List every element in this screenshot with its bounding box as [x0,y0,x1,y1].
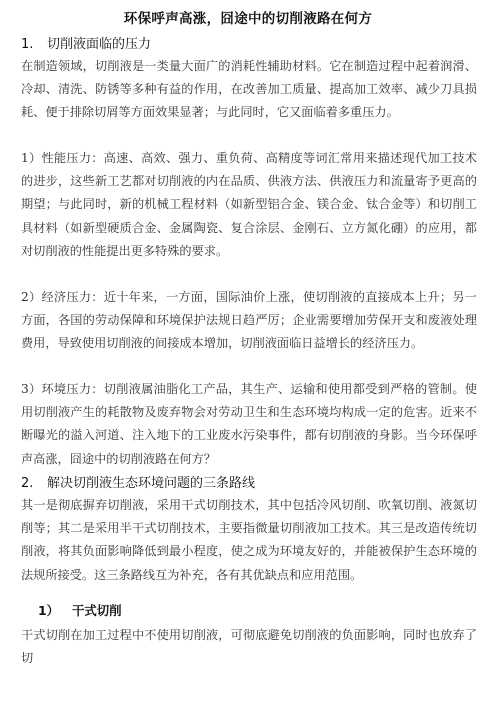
section-1-environmental-pressure: 3）环境压力：切削液属油脂化工产品，其生产、运输和使用都受到严格的管制。使用切削液产生的耗散物及废弃物会对劳动卫生和生态环境均构成一定的危害。近来不断曝光的溢入河道、注入地下的工业废水污染事件，都有切削液的身影。当今环保呼声高涨，囧途中的切削液路在何方？ [21,382,477,466]
subsection-1-number: 1） [38,603,60,618]
section-1-intro: 在制造领域，切削液是一类量大面广的消耗性辅助材料。它在制造过程中起着润滑、冷却、清洗、防锈等多种有益的作用，在改善加工质量、提高加工效率、减少刀具损耗、便于排除切屑等方面效果显著；与此同时，它又面临着多重压力。 [21,59,477,120]
section-1-economic-pressure: 2）经济压力：近十年来，一方面，国际油价上涨，使切削液的直接成本上升；另一方面，各国的劳动保障和环境保护法规日趋严厉；企业需要增加劳保开支和废液处理费用，导致使用切削液的间接成本增加，切削液面临日益增长的经济压力。 [21,290,477,351]
page-title: 环保呼声高涨，囧途中的切削液路在何方 [123,11,373,27]
section-2-number: 2. [21,476,34,491]
section-2-title: 解决切削液生态环境问题的三条路线 [47,476,256,491]
subsection-1-title: 干式切削 [72,603,122,618]
section-1-number: 1. [21,37,34,52]
section-1-title: 切削液面临的压力 [47,37,152,52]
section-1-heading [21,33,151,52]
section-1-performance-pressure: 1）性能压力：高速、高效、强力、重负荷、高精度等词汇常用来描述现代加工技术的进步，这些新工艺都对切削液的内在品质、供液方法、供液压力和流量寄予更高的期望；与此同时，新的机械工程材料（如新型铝合金、镁合金、钛合金等）和切削工具材料（如新型硬质合金、金属陶瓷、复合涂层、金刚石、立方氮化硼）的应用，都对切削液的性能提出更多特殊的要求。 [21,151,477,258]
section-2-heading [21,472,255,491]
subsection-1-heading [38,601,122,619]
section-2-intro: 其一是彻底摒弃切削液，采用干式切削技术，其中包括冷风切削、吹氧切削、液氮切削等；其二是采用半干式切削技术，主要指微量切削液加工技术。其三是改造传统切削液，将其负面影响降低到最小程度，使之成为环境友好的，并能被保护生态环境的法规所接受。这三条路线互为补充，各有其优缺点和应用范围。 [21,498,477,582]
subsection-1-text: 干式切削在加工过程中不使用切削液，可彻底避免切削液的负面影响，同时也放弃了切 [21,628,477,666]
